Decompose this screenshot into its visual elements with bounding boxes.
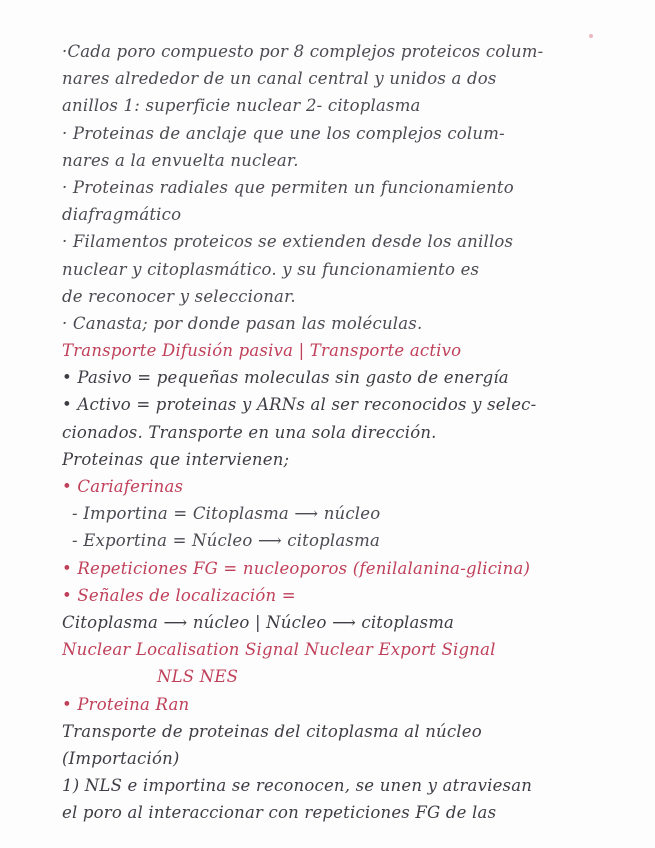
section-heading-importacion: Transporte de proteinas del citoplasma al núcleo	[62, 721, 482, 741]
signal-names: Nuclear Localisation Signal Nuclear Export Signal	[62, 640, 496, 660]
list-item-importina: - Importina = Citoplasma ⟶ núcleo	[72, 504, 381, 524]
note-line: • Pasivo = pequeñas moleculas sin gasto de energía	[62, 368, 509, 388]
note-line: · Canasta; por donde pasan las moléculas.	[62, 313, 423, 333]
note-line: Proteinas que intervienen;	[62, 449, 290, 469]
note-line: el poro al interaccionar con repeticiones FG de las	[62, 803, 497, 823]
note-line: (Importación)	[62, 748, 180, 768]
note-line: · Proteinas de anclaje que une los complejos colum-	[62, 123, 505, 143]
note-line: · Proteinas radiales que permiten un funcionamiento	[62, 177, 514, 197]
note-line: ·Cada poro compuesto por 8 complejos proteicos colum-	[62, 42, 544, 61]
note-line: • Activo = proteinas y ARNs al ser reconocidos y selec-	[62, 395, 537, 415]
section-heading-transporte: Transporte Difusión pasiva | Transporte activo	[62, 341, 462, 361]
handwritten-notes	[62, 38, 622, 826]
note-line: anillos 1: superficie nuclear 2- citoplasma	[62, 96, 421, 116]
note-line: · Filamentos proteicos se extienden desde los anillos	[62, 232, 514, 252]
note-line: nares a la envuelta nuclear.	[62, 150, 299, 170]
list-item-repeticiones-fg: • Repeticiones FG = nucleoporos (fenilalanina-glicina)	[62, 558, 531, 578]
note-line: cionados. Transporte en una sola dirección.	[62, 422, 437, 442]
note-line: de reconocer y seleccionar.	[62, 286, 296, 306]
list-item-proteina-ran: • Proteina Ran	[62, 694, 190, 714]
list-item-senales: • Señales de localización =	[62, 585, 296, 605]
note-line: diafragmático	[62, 205, 182, 225]
note-line: 1) NLS e importina se reconocen, se unen y atraviesan	[62, 776, 533, 796]
list-item-exportina: - Exportina = Núcleo ⟶ citoplasma	[72, 531, 380, 551]
note-line: nares alrededor de un canal central y unidos a dos	[62, 69, 497, 89]
note-line: nuclear y citoplasmático. y su funcionamiento es	[62, 259, 480, 279]
note-line: Citoplasma ⟶ núcleo | Núcleo ⟶ citoplasma	[62, 612, 455, 632]
list-item-cariaferinas: • Cariaferinas	[62, 477, 184, 496]
signal-abbreviations: NLS NES	[157, 667, 239, 687]
